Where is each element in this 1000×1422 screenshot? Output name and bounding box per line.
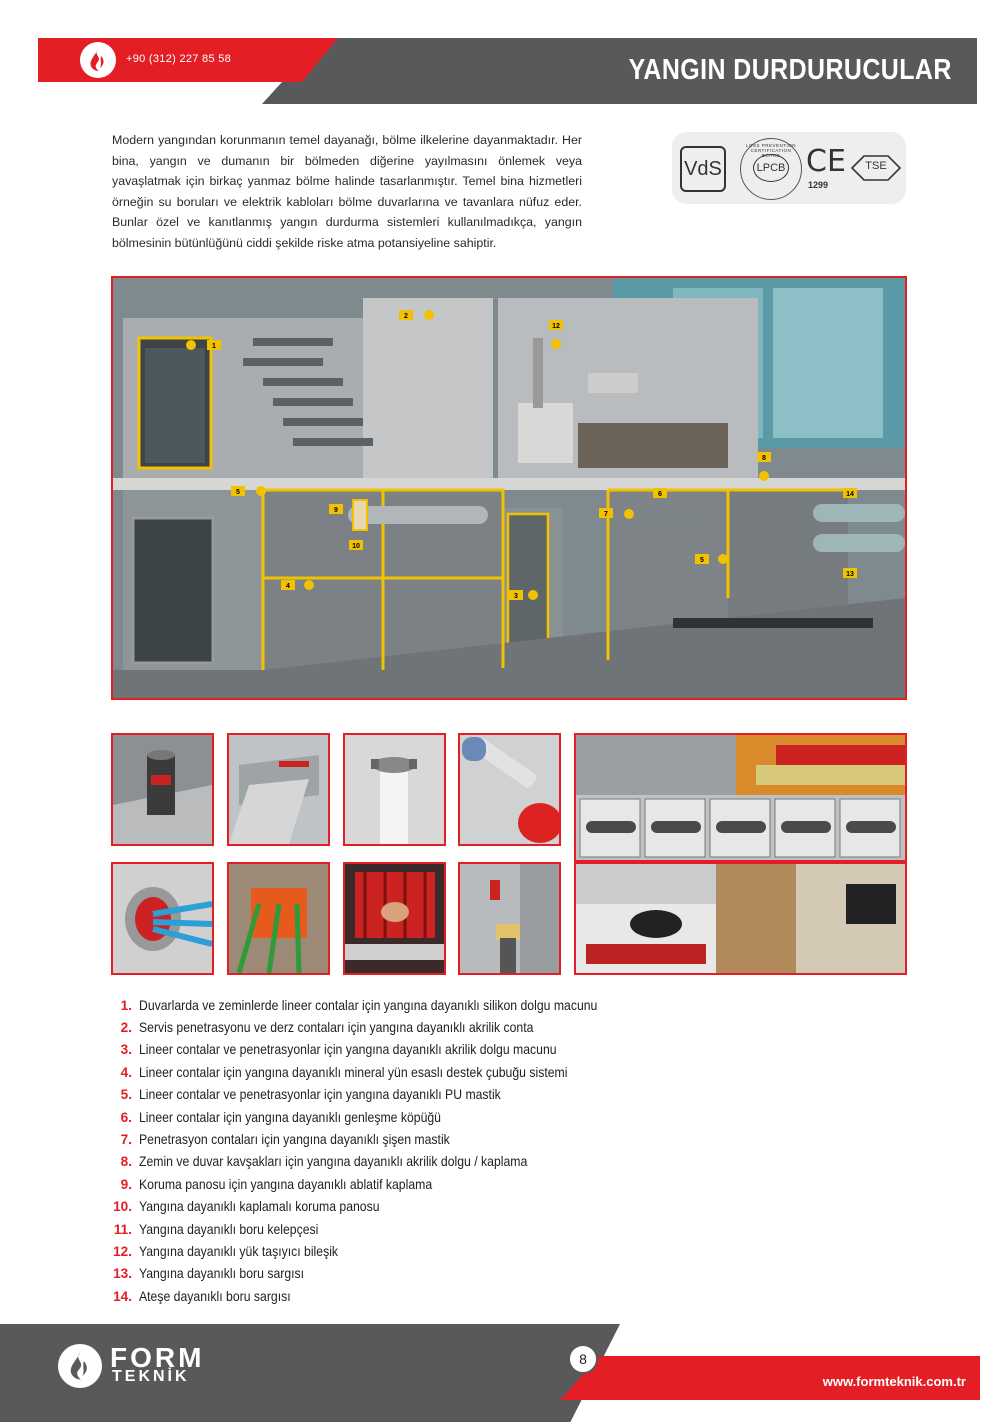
svg-text:7: 7 bbox=[604, 511, 608, 518]
list-item-number: 3. bbox=[120, 1042, 132, 1058]
header-phone: +90 (312) 227 85 58 bbox=[126, 53, 232, 65]
list-item bbox=[108, 1039, 668, 1061]
photo-cable-tray bbox=[227, 733, 330, 846]
photo-cable-bundle-collar bbox=[111, 862, 214, 975]
tse-logo bbox=[850, 154, 902, 182]
list-item-text: Yangına dayanıklı boru sargısı bbox=[139, 1266, 305, 1282]
list-item bbox=[108, 1106, 668, 1128]
marker-6 bbox=[653, 488, 667, 498]
page-number: 8 bbox=[568, 1344, 598, 1374]
marker-14 bbox=[843, 488, 857, 498]
photo-pipe-wrap-detail bbox=[574, 862, 907, 975]
list-item-text: Yangına dayanıklı kaplamalı koruma panosu bbox=[139, 1199, 380, 1215]
svg-text:10: 10 bbox=[352, 543, 360, 550]
list-item-text: Penetrasyon contaları için yangına dayanıklı şişen mastik bbox=[139, 1132, 450, 1148]
lpcb-label: LPCB bbox=[753, 154, 789, 182]
list-item-number: 12. bbox=[113, 1243, 132, 1259]
list-item-number: 14. bbox=[113, 1288, 132, 1304]
list-item-text: Lineer contalar için yangına dayanıklı mineral yün esaslı destek çubuğu sistemi bbox=[139, 1064, 568, 1080]
list-item-number: 4. bbox=[120, 1064, 132, 1080]
list-item-text: Ateşe dayanıklı boru sargısı bbox=[139, 1288, 291, 1304]
list-item-number: 9. bbox=[120, 1176, 132, 1192]
photo-load-bearing-compound bbox=[458, 862, 561, 975]
list-item bbox=[108, 1061, 668, 1083]
photo-intumescent-wrap bbox=[343, 862, 446, 975]
intro-paragraph: Modern yangından korunmanın temel dayanağı, bölme ilkelerine dayanmaktadır. Her bina, yangın ve dumanın bir bölmeden diğerine yayılmasını önlemek veya yavaşlatmak için birkaç yanmaz bölme halinde tasarlanmıştır. Temel bina hizmetleri örneğin su boruları ve elektrik kabloları bölme duvarlarına ve tavanlara nüfuz eder. Bunlar özel ve kanıtlanmış yangın durdurma sistemleri kullanılmadıkça, yangın bölmesinin bütünlüğünü ciddi şekilde riske atma potansiyeline sahiptir. bbox=[112, 133, 582, 250]
footer-brand-form: FORM bbox=[110, 1342, 205, 1373]
photo-installation-sequence bbox=[574, 733, 907, 862]
marker-10 bbox=[349, 540, 363, 550]
ce-mark: CE bbox=[806, 144, 846, 179]
list-item bbox=[108, 1263, 668, 1285]
lpcb-logo bbox=[740, 138, 802, 200]
footer-flame-logo-icon bbox=[58, 1344, 102, 1388]
svg-text:6: 6 bbox=[658, 491, 662, 498]
photo-pipe-collar bbox=[343, 733, 446, 846]
tse-label: TSE bbox=[865, 160, 887, 172]
list-item bbox=[108, 1218, 668, 1240]
list-item-text: Yangına dayanıklı boru kelepçesi bbox=[139, 1221, 319, 1237]
list-item-number: 10. bbox=[113, 1199, 132, 1215]
building-cutaway-illustration bbox=[111, 276, 907, 700]
ce-number: 1299 bbox=[808, 180, 829, 190]
footer-brand-teknik: TEKNİK bbox=[112, 1368, 190, 1385]
list-item bbox=[108, 1285, 668, 1307]
photo-sealant-gun bbox=[458, 733, 561, 846]
list-item bbox=[108, 1151, 668, 1173]
svg-text:9: 9 bbox=[334, 507, 338, 514]
page-title: YANGIN DURDURUCULAR bbox=[628, 54, 952, 86]
svg-text:3: 3 bbox=[514, 593, 518, 600]
list-item-number: 1. bbox=[120, 997, 132, 1013]
list-item bbox=[108, 1173, 668, 1195]
list-item-number: 5. bbox=[120, 1087, 132, 1103]
photo-floor-penetration bbox=[111, 733, 214, 846]
list-item-text: Zemin ve duvar kavşakları için yangına dayanıklı akrilik dolgu / kaplama bbox=[139, 1154, 528, 1170]
list-item bbox=[108, 1240, 668, 1262]
list-item-number: 7. bbox=[120, 1132, 132, 1148]
list-item-number: 11. bbox=[113, 1221, 132, 1237]
flame-logo-icon bbox=[80, 42, 116, 78]
list-item-number: 6. bbox=[120, 1109, 132, 1125]
marker-9 bbox=[329, 504, 343, 514]
svg-text:12: 12 bbox=[552, 323, 560, 330]
certifications-box bbox=[672, 132, 906, 204]
list-item bbox=[108, 1084, 668, 1106]
list-item bbox=[108, 1196, 668, 1218]
marker-13 bbox=[843, 568, 857, 578]
svg-text:4: 4 bbox=[286, 583, 290, 590]
svg-text:5: 5 bbox=[700, 557, 704, 564]
list-item bbox=[108, 994, 668, 1016]
footer-website-link[interactable]: www.formteknik.com.tr bbox=[822, 1374, 966, 1389]
vds-logo: VdS bbox=[680, 146, 726, 192]
list-item-text: Yangına dayanıklı yük taşıyıcı bileşik bbox=[139, 1243, 339, 1259]
list-item-text: Lineer contalar ve penetrasyonlar için yangına dayanıklı akrilik dolgu macunu bbox=[139, 1042, 557, 1058]
svg-text:14: 14 bbox=[846, 491, 854, 498]
list-item-number: 8. bbox=[120, 1154, 132, 1170]
list-item-number: 2. bbox=[120, 1020, 132, 1036]
list-item-text: Lineer contalar için yangına dayanıklı genleşme köpüğü bbox=[139, 1109, 441, 1125]
svg-text:13: 13 bbox=[846, 571, 854, 578]
list-item-number: 13. bbox=[113, 1266, 132, 1282]
list-item-text: Lineer contalar ve penetrasyonlar için yangına dayanıklı PU mastik bbox=[139, 1087, 501, 1103]
svg-text:5: 5 bbox=[236, 489, 240, 496]
list-item-text: Koruma panosu için yangına dayanıklı ablatif kaplama bbox=[139, 1176, 433, 1192]
list-item bbox=[108, 1016, 668, 1038]
list-item-text: Duvarlarda ve zeminlerde lineer contalar için yangına dayanıklı silikon dolgu macunu bbox=[139, 997, 598, 1013]
photo-cable-box-seal bbox=[227, 862, 330, 975]
product-list bbox=[108, 994, 668, 1307]
svg-text:1: 1 bbox=[212, 343, 216, 350]
list-item-text: Servis penetrasyonu ve derz contaları için yangına dayanıklı akrilik conta bbox=[139, 1020, 534, 1036]
svg-text:8: 8 bbox=[762, 455, 766, 462]
list-item bbox=[108, 1128, 668, 1150]
svg-text:2: 2 bbox=[404, 313, 408, 320]
lpcb-ring-text: LOSS PREVENTION CERTIFICATION BOARD bbox=[745, 143, 796, 158]
